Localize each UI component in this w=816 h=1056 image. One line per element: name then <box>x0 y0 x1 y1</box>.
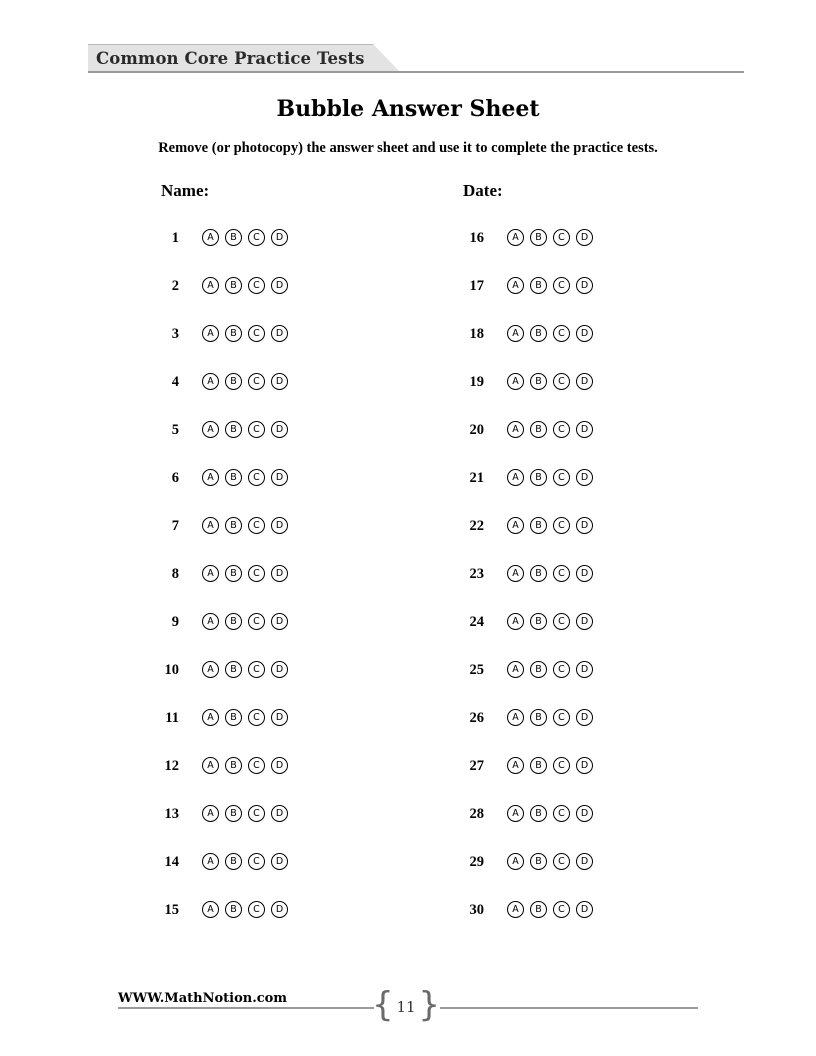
footer-site: WWW.MathNotion.com <box>118 991 288 1006</box>
question-row <box>455 466 593 514</box>
answer-bubbles <box>507 565 593 582</box>
question-number: 15 <box>164 902 179 918</box>
answer-bubble-d[interactable]: D <box>271 325 288 342</box>
answer-bubble-d[interactable]: D <box>576 517 593 534</box>
answer-bubble-d[interactable]: D <box>271 853 288 870</box>
question-number: 10 <box>164 662 179 678</box>
answer-bubble-c[interactable]: C <box>553 469 570 486</box>
answer-bubble-c[interactable]: C <box>553 661 570 678</box>
answer-bubble-c[interactable]: C <box>248 517 265 534</box>
answer-bubble-a[interactable]: A <box>202 469 219 486</box>
answer-bubble-b[interactable]: B <box>225 373 242 390</box>
question-number: 24 <box>469 614 484 630</box>
answer-bubble-b[interactable]: B <box>530 421 547 438</box>
answer-bubble-c[interactable]: C <box>553 517 570 534</box>
answer-bubble-d[interactable]: D <box>271 709 288 726</box>
answer-bubble-b[interactable]: B <box>225 757 242 774</box>
answer-bubble-c[interactable]: C <box>248 277 265 294</box>
answer-bubble-a[interactable]: A <box>507 853 524 870</box>
question-row <box>150 370 288 418</box>
answer-bubbles <box>507 709 593 726</box>
question-row <box>150 658 288 706</box>
answer-bubbles <box>202 229 288 246</box>
question-number: 23 <box>469 566 484 582</box>
answer-bubble-c[interactable]: C <box>553 901 570 918</box>
answer-bubble-c[interactable]: C <box>248 229 265 246</box>
answer-bubble-c[interactable]: C <box>248 469 265 486</box>
answer-bubble-d[interactable]: D <box>576 901 593 918</box>
answer-bubble-d[interactable]: D <box>271 613 288 630</box>
answer-bubbles <box>507 229 593 246</box>
answer-bubbles <box>202 469 288 486</box>
answer-bubble-b[interactable]: B <box>225 229 242 246</box>
answer-bubble-d[interactable]: D <box>271 277 288 294</box>
answer-bubble-d[interactable]: D <box>576 325 593 342</box>
answer-bubble-c[interactable]: C <box>248 709 265 726</box>
answer-bubble-b[interactable]: B <box>225 853 242 870</box>
question-row <box>455 418 593 466</box>
answer-bubble-c[interactable]: C <box>248 373 265 390</box>
footer-rule-left <box>118 1007 374 1009</box>
answer-bubble-b[interactable]: B <box>225 901 242 918</box>
answer-bubble-a[interactable]: A <box>507 325 524 342</box>
answer-bubble-d[interactable]: D <box>576 373 593 390</box>
answer-bubble-a[interactable]: A <box>507 469 524 486</box>
answer-bubble-a[interactable]: A <box>507 421 524 438</box>
question-number: 29 <box>469 854 484 870</box>
answer-bubble-b[interactable]: B <box>530 277 547 294</box>
answer-bubble-b[interactable]: B <box>530 901 547 918</box>
question-row <box>455 610 593 658</box>
answer-bubble-a[interactable]: A <box>202 901 219 918</box>
answer-bubble-a[interactable]: A <box>507 517 524 534</box>
question-row <box>455 226 593 274</box>
answer-bubble-c[interactable]: C <box>553 805 570 822</box>
answer-bubble-b[interactable]: B <box>225 517 242 534</box>
question-number: 7 <box>171 518 179 534</box>
answer-bubble-b[interactable]: B <box>530 229 547 246</box>
question-row <box>150 802 288 850</box>
answer-bubble-d[interactable]: D <box>271 373 288 390</box>
answer-bubble-b[interactable]: B <box>530 565 547 582</box>
question-row <box>455 850 593 898</box>
instructions: Remove (or photocopy) the answer sheet and use it to complete the practice tests. <box>158 140 658 156</box>
answer-bubble-c[interactable]: C <box>553 325 570 342</box>
question-row <box>150 850 288 898</box>
answer-bubble-a[interactable]: A <box>507 565 524 582</box>
question-row <box>150 514 288 562</box>
answer-bubbles <box>507 517 593 534</box>
question-row <box>150 754 288 802</box>
answer-bubble-d[interactable]: D <box>576 661 593 678</box>
answer-bubbles <box>202 901 288 918</box>
question-number: 22 <box>469 518 484 534</box>
answer-bubble-b[interactable]: B <box>225 661 242 678</box>
answer-bubble-d[interactable]: D <box>271 565 288 582</box>
answer-bubble-b[interactable]: B <box>225 613 242 630</box>
question-number: 27 <box>469 758 484 774</box>
answer-bubble-a[interactable]: A <box>507 613 524 630</box>
answer-bubble-b[interactable]: B <box>225 325 242 342</box>
answer-bubble-d[interactable]: D <box>271 229 288 246</box>
question-number: 4 <box>171 374 179 390</box>
answer-bubble-d[interactable]: D <box>576 709 593 726</box>
answer-bubbles <box>507 613 593 630</box>
answer-bubble-c[interactable]: C <box>553 565 570 582</box>
answer-bubble-d[interactable]: D <box>271 421 288 438</box>
answer-bubble-c[interactable]: C <box>248 805 265 822</box>
answer-bubbles <box>202 709 288 726</box>
answer-bubble-d[interactable]: D <box>576 805 593 822</box>
answer-bubble-a[interactable]: A <box>202 325 219 342</box>
question-number: 21 <box>469 470 484 486</box>
answer-bubble-c[interactable]: C <box>248 421 265 438</box>
answer-bubble-c[interactable]: C <box>248 901 265 918</box>
answer-bubbles <box>202 853 288 870</box>
page-number: 11 <box>396 998 416 1016</box>
answer-bubble-c[interactable]: C <box>553 229 570 246</box>
question-number: 17 <box>469 278 484 294</box>
question-number: 11 <box>165 710 179 726</box>
question-number: 30 <box>469 902 484 918</box>
question-row <box>150 226 288 274</box>
answer-bubble-a[interactable]: A <box>507 277 524 294</box>
answer-bubble-a[interactable]: A <box>507 373 524 390</box>
answer-bubble-c[interactable]: C <box>553 421 570 438</box>
question-row <box>150 418 288 466</box>
answer-bubble-a[interactable]: A <box>202 661 219 678</box>
answer-bubble-c[interactable]: C <box>248 853 265 870</box>
question-row <box>455 802 593 850</box>
answer-bubble-d[interactable]: D <box>576 229 593 246</box>
answer-bubbles <box>507 325 593 342</box>
question-number: 6 <box>171 470 179 486</box>
name-label: Name: <box>161 181 210 200</box>
answer-bubble-d[interactable]: D <box>576 565 593 582</box>
header-rule <box>88 71 744 73</box>
question-row <box>455 274 593 322</box>
answer-bubble-a[interactable]: A <box>202 709 219 726</box>
answer-bubble-b[interactable]: B <box>530 469 547 486</box>
answer-bubble-b[interactable]: B <box>530 853 547 870</box>
answer-bubble-d[interactable]: D <box>576 853 593 870</box>
question-number: 26 <box>469 710 484 726</box>
answer-bubble-a[interactable]: A <box>202 805 219 822</box>
answer-bubble-d[interactable]: D <box>576 421 593 438</box>
left-brace-icon: { <box>372 985 394 1025</box>
answer-bubble-b[interactable]: B <box>225 421 242 438</box>
question-row <box>150 322 288 370</box>
answer-bubble-d[interactable]: D <box>271 661 288 678</box>
answer-bubble-c[interactable]: C <box>248 325 265 342</box>
answer-bubble-d[interactable]: D <box>271 805 288 822</box>
answer-bubbles <box>202 373 288 390</box>
question-column-right <box>455 226 593 946</box>
question-row <box>455 706 593 754</box>
question-row <box>150 466 288 514</box>
answer-bubble-b[interactable]: B <box>225 709 242 726</box>
answer-bubbles <box>202 661 288 678</box>
answer-bubble-a[interactable]: A <box>202 565 219 582</box>
answer-bubbles <box>507 373 593 390</box>
question-number: 13 <box>164 806 179 822</box>
right-brace-icon: } <box>418 985 440 1025</box>
question-number: 25 <box>469 662 484 678</box>
question-row <box>150 706 288 754</box>
question-row <box>455 658 593 706</box>
answer-bubble-b[interactable]: B <box>530 325 547 342</box>
answer-bubble-b[interactable]: B <box>530 757 547 774</box>
answer-bubbles <box>507 805 593 822</box>
question-row <box>150 562 288 610</box>
answer-bubble-d[interactable]: D <box>271 901 288 918</box>
answer-bubble-d[interactable]: D <box>576 469 593 486</box>
question-row <box>150 898 288 946</box>
question-row <box>455 514 593 562</box>
answer-bubbles <box>507 421 593 438</box>
question-column-left <box>150 226 288 946</box>
question-row <box>455 754 593 802</box>
answer-bubble-b[interactable]: B <box>530 709 547 726</box>
question-number: 3 <box>171 326 179 342</box>
answer-bubble-b[interactable]: B <box>225 277 242 294</box>
answer-bubble-d[interactable]: D <box>271 517 288 534</box>
question-number: 28 <box>469 806 484 822</box>
answer-bubble-c[interactable]: C <box>553 757 570 774</box>
page-title: Bubble Answer Sheet <box>276 96 540 122</box>
question-number: 8 <box>171 566 179 582</box>
answer-bubble-a[interactable]: A <box>202 613 219 630</box>
answer-bubble-c[interactable]: C <box>248 757 265 774</box>
answer-bubbles <box>202 565 288 582</box>
answer-bubble-c[interactable]: C <box>248 661 265 678</box>
answer-bubbles <box>507 901 593 918</box>
question-row <box>150 274 288 322</box>
answer-bubble-b[interactable]: B <box>225 565 242 582</box>
answer-bubble-a[interactable]: A <box>507 901 524 918</box>
answer-bubble-c[interactable]: C <box>553 373 570 390</box>
answer-bubble-d[interactable]: D <box>576 757 593 774</box>
answer-bubbles <box>507 277 593 294</box>
page-number-block <box>372 985 440 1026</box>
answer-bubble-c[interactable]: C <box>553 853 570 870</box>
question-number: 14 <box>164 854 179 870</box>
answer-bubbles <box>202 277 288 294</box>
question-row <box>455 562 593 610</box>
answer-bubble-a[interactable]: A <box>202 229 219 246</box>
answer-bubbles <box>202 613 288 630</box>
answer-bubble-b[interactable]: B <box>225 805 242 822</box>
question-row <box>455 370 593 418</box>
question-row <box>455 322 593 370</box>
answer-bubble-d[interactable]: D <box>271 757 288 774</box>
answer-bubble-b[interactable]: B <box>530 613 547 630</box>
answer-bubble-a[interactable]: A <box>202 421 219 438</box>
answer-bubble-b[interactable]: B <box>530 373 547 390</box>
answer-bubble-b[interactable]: B <box>530 661 547 678</box>
answer-bubble-c[interactable]: C <box>248 613 265 630</box>
answer-bubbles <box>202 517 288 534</box>
question-number: 5 <box>171 422 179 438</box>
question-number: 16 <box>469 230 484 246</box>
question-number: 9 <box>171 614 179 630</box>
question-row <box>455 898 593 946</box>
answer-bubble-a[interactable]: A <box>202 853 219 870</box>
answer-bubbles <box>507 757 593 774</box>
answer-bubble-c[interactable]: C <box>553 709 570 726</box>
answer-bubble-b[interactable]: B <box>225 469 242 486</box>
answer-bubble-c[interactable]: C <box>553 613 570 630</box>
answer-bubble-d[interactable]: D <box>576 613 593 630</box>
answer-bubble-b[interactable]: B <box>530 805 547 822</box>
answer-bubble-a[interactable]: A <box>507 709 524 726</box>
answer-bubble-d[interactable]: D <box>271 469 288 486</box>
answer-bubble-a[interactable]: A <box>507 805 524 822</box>
answer-bubble-a[interactable]: A <box>507 661 524 678</box>
answer-bubble-a[interactable]: A <box>507 229 524 246</box>
answer-bubbles <box>507 853 593 870</box>
answer-bubbles <box>507 469 593 486</box>
question-number: 2 <box>171 278 179 294</box>
footer-rule-right <box>440 1007 698 1009</box>
answer-bubble-a[interactable]: A <box>202 373 219 390</box>
question-number: 19 <box>469 374 484 390</box>
answer-bubbles <box>202 757 288 774</box>
header-title: Common Core Practice Tests <box>96 49 365 68</box>
answer-bubble-b[interactable]: B <box>530 517 547 534</box>
answer-bubbles <box>202 325 288 342</box>
answer-bubbles <box>202 805 288 822</box>
answer-bubble-a[interactable]: A <box>202 517 219 534</box>
question-number: 20 <box>469 422 484 438</box>
question-number: 12 <box>164 758 179 774</box>
answer-bubble-a[interactable]: A <box>202 757 219 774</box>
answer-bubble-a[interactable]: A <box>507 757 524 774</box>
answer-bubble-c[interactable]: C <box>248 565 265 582</box>
answer-bubbles <box>507 661 593 678</box>
answer-bubble-c[interactable]: C <box>553 277 570 294</box>
question-number: 1 <box>171 230 179 246</box>
answer-bubble-d[interactable]: D <box>576 277 593 294</box>
question-number: 18 <box>469 326 484 342</box>
answer-bubble-a[interactable]: A <box>202 277 219 294</box>
date-label: Date: <box>463 181 503 200</box>
question-row <box>150 610 288 658</box>
answer-bubbles <box>202 421 288 438</box>
